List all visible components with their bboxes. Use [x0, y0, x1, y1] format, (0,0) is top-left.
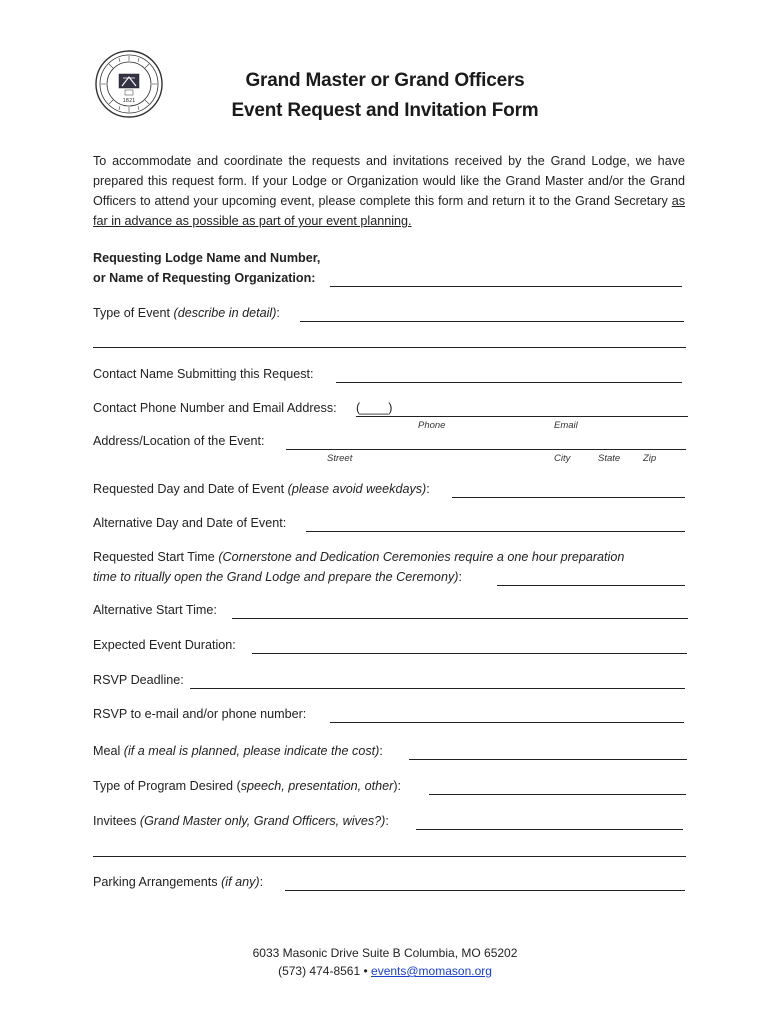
phone-caption: Phone: [418, 420, 446, 431]
start-time-label: Requested Start Time (Cornerstone and Dedication Ceremonies require a one hour preparation: [93, 550, 625, 564]
invitees-field-line2[interactable]: [93, 856, 686, 857]
state-caption: State: [598, 453, 621, 464]
alt-date-label: Alternative Day and Date of Event:: [93, 516, 287, 530]
program-field[interactable]: [429, 794, 686, 795]
lodge-name-label: Requesting Lodge Name and Number,: [93, 251, 321, 265]
contact-phone-email-field[interactable]: [356, 416, 688, 417]
phone-area-code: (____): [356, 401, 393, 415]
invitees-label: Invitees (Grand Master only, Grand Officers, wives?):: [93, 814, 389, 828]
rsvp-deadline-label: RSVP Deadline:: [93, 673, 184, 687]
organization-name-label: or Name of Requesting Organization:: [93, 271, 316, 285]
requested-date-field[interactable]: [452, 497, 685, 498]
footer: [0, 944, 770, 980]
city-caption: City: [554, 453, 571, 464]
contact-name-field[interactable]: [336, 382, 682, 383]
zip-caption: Zip: [643, 453, 657, 464]
intro-paragraph: To accommodate and coordinate the requests and invitations received by the Grand Lodge, we have prepared this request form. If your Lodge or Organization would like the Grand Master and/or the Grand Officers to attend your upcoming event, please complete this form and return it to the Grand Secretary as far in advance as possible as part of your event planning.: [93, 154, 685, 228]
meal-field[interactable]: [409, 759, 687, 760]
event-type-field[interactable]: [300, 321, 684, 322]
footer-phone: (573) 474-8561 •: [278, 964, 372, 978]
rsvp-deadline-field[interactable]: [190, 688, 685, 689]
start-time-hint: time to ritually open the Grand Lodge and prepare the Ceremony):: [93, 570, 462, 584]
contact-name-label: Contact Name Submitting this Request:: [93, 367, 314, 381]
street-caption: Street: [327, 453, 353, 464]
form-title: Grand Master or Grand Officers: [245, 70, 525, 91]
footer-contact: [0, 962, 770, 980]
parking-field[interactable]: [285, 890, 685, 891]
meal-label: Meal (if a meal is planned, please indicate the cost):: [93, 744, 383, 758]
event-type-field-line2[interactable]: [93, 347, 686, 348]
alt-date-field[interactable]: [306, 531, 685, 532]
alt-start-label: Alternative Start Time:: [93, 603, 217, 617]
start-time-field[interactable]: [497, 585, 685, 586]
program-label: Type of Program Desired (speech, presentation, other):: [93, 779, 402, 793]
event-type-label: Type of Event (describe in detail):: [93, 306, 280, 320]
address-label: Address/Location of the Event:: [93, 434, 265, 448]
svg-text:1821: 1821: [122, 98, 136, 104]
duration-label: Expected Event Duration:: [93, 638, 236, 652]
email-caption: Email: [554, 420, 578, 431]
alt-start-field[interactable]: [232, 618, 688, 619]
rsvp-contact-label: RSVP to e-mail and/or phone number:: [93, 707, 307, 721]
contact-phone-label: Contact Phone Number and Email Address:: [93, 401, 337, 415]
lodge-name-field[interactable]: [330, 286, 682, 287]
form-subtitle: Event Request and Invitation Form: [231, 100, 539, 121]
duration-field[interactable]: [252, 653, 687, 654]
invitees-field[interactable]: [416, 829, 683, 830]
parking-label: Parking Arrangements (if any):: [93, 875, 264, 889]
requested-date-label: Requested Day and Date of Event (please avoid weekdays):: [93, 482, 430, 496]
footer-address: 6033 Masonic Drive Suite B Columbia, MO 65202: [252, 946, 518, 960]
footer-email-link[interactable]: events@momason.org: [371, 964, 492, 978]
address-field[interactable]: [286, 449, 686, 450]
rsvp-contact-field[interactable]: [330, 722, 684, 723]
